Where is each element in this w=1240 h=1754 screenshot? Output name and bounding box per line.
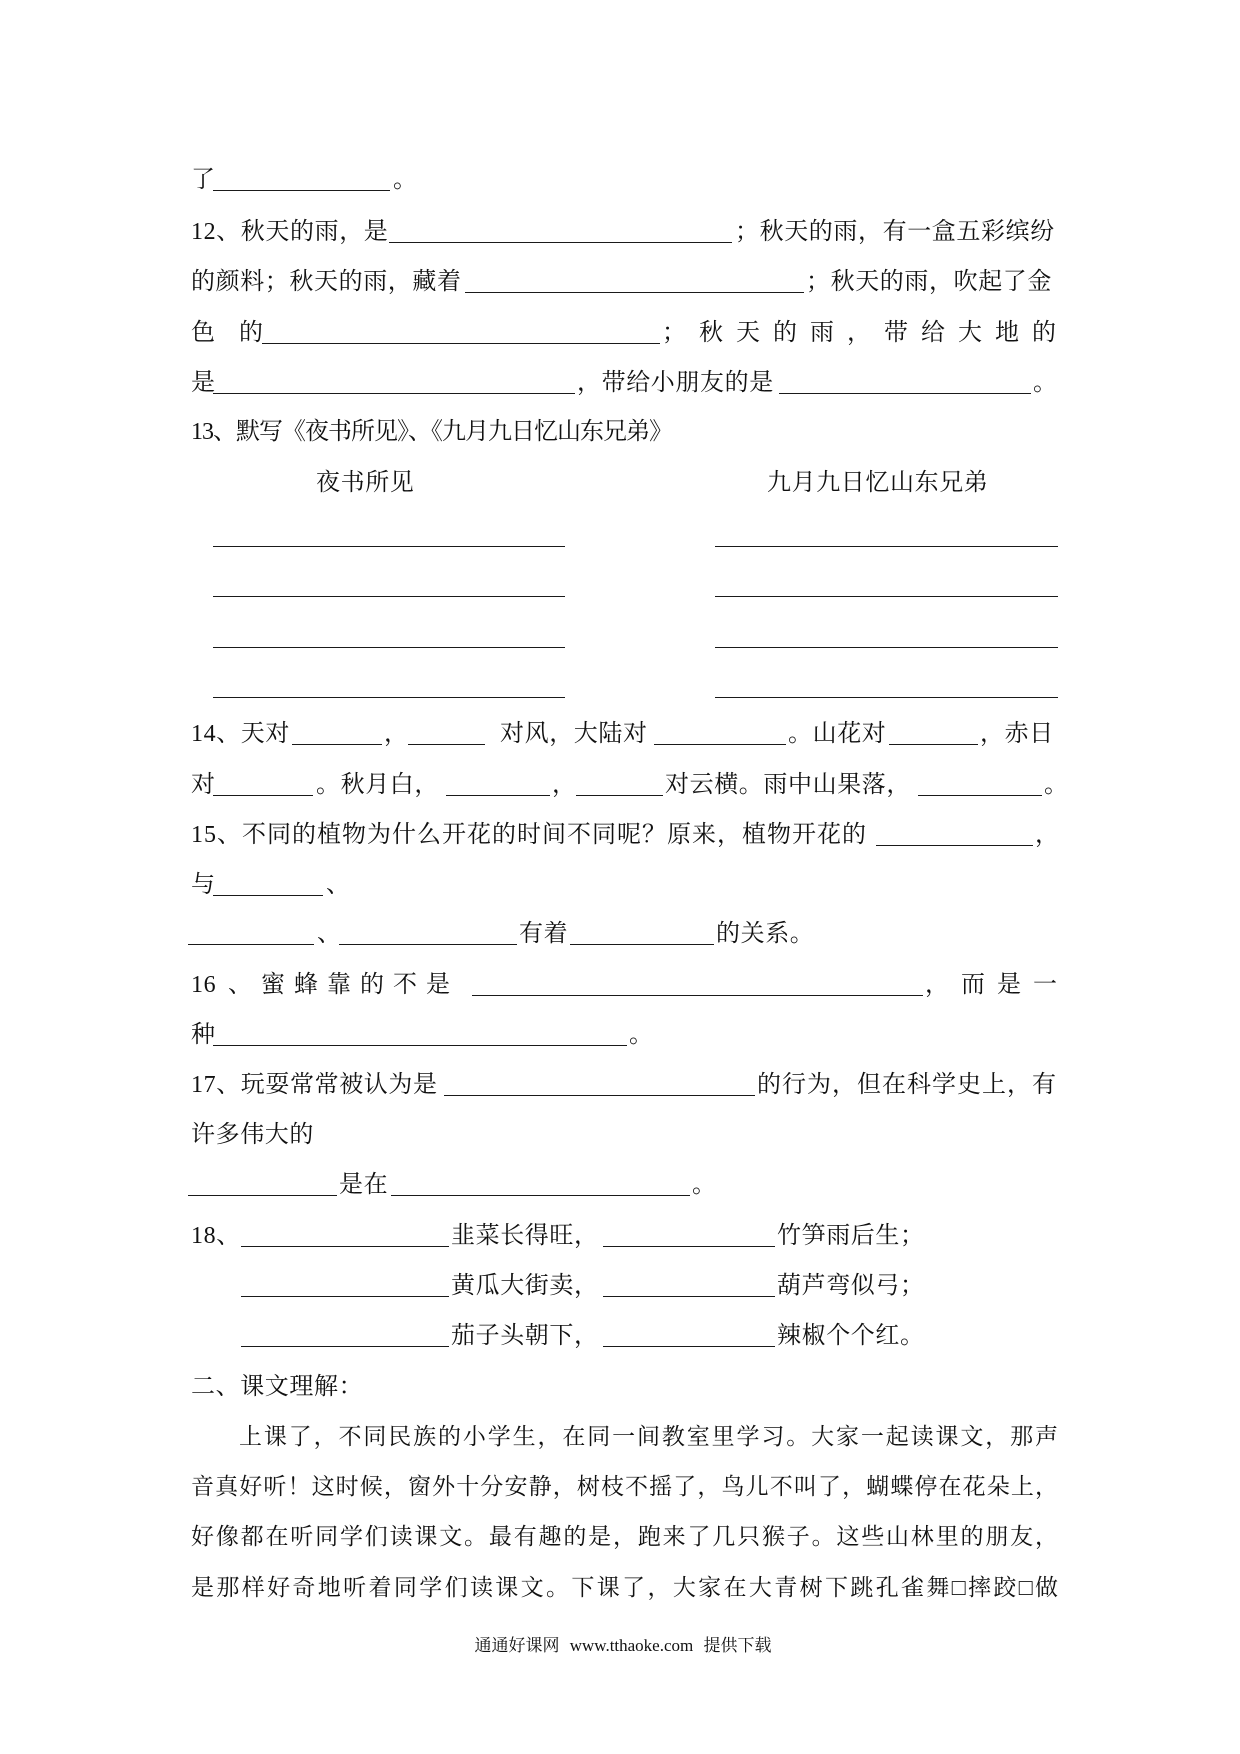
- question-12-text: ；秋天的雨，有一盒五彩缤纷: [735, 219, 1055, 245]
- question-15-text: 、: [317, 921, 342, 947]
- question-14-line-1: [0, 717, 1240, 751]
- answer-blank: [444, 1068, 755, 1096]
- poem-writing-line: [213, 546, 565, 547]
- passage-line: 音真好听！这时候，窗外十分安静，树枝不摇了，鸟儿不叫了，蝴蝶停在花朵上，: [191, 1474, 1058, 1499]
- answer-blank: [241, 1219, 449, 1247]
- answer-blank: [570, 917, 714, 945]
- question-13-line: [0, 415, 1240, 449]
- question-16-line-1: [0, 968, 1240, 1002]
- answer-blank: [918, 768, 1042, 796]
- question-17-text: 许多伟大的: [191, 1122, 314, 1148]
- question-18-row-3: [0, 1319, 1240, 1353]
- question-15-text: ，: [1035, 822, 1060, 848]
- answer-blank: [389, 215, 732, 243]
- question-17-text: 的行为，但在科学史上，有: [757, 1072, 1057, 1098]
- question-16-text: 种: [191, 1022, 216, 1048]
- question-11-end-line: [0, 163, 1240, 197]
- answer-blank: [603, 1269, 775, 1297]
- answer-blank: [339, 917, 517, 945]
- poem-writing-line: [715, 647, 1058, 648]
- answer-blank: [603, 1319, 775, 1347]
- question-16-line-2: [0, 1018, 1240, 1052]
- poem-writing-line: [715, 546, 1058, 547]
- question-17-line-3: [0, 1168, 1240, 1202]
- question-14-text: ，: [552, 772, 577, 798]
- question-12-text: ，带给小朋友的是: [577, 370, 774, 396]
- question-16-text: 、蜜蜂靠的不是: [228, 972, 459, 998]
- answer-blank: [876, 818, 1033, 846]
- question-15-text: 有着: [519, 921, 569, 947]
- answer-blank: [292, 717, 382, 745]
- answer-blank: [262, 316, 660, 344]
- question-18-text: 葫芦弯似弓；: [777, 1273, 925, 1299]
- question-18-row-1: [0, 1219, 1240, 1253]
- answer-blank: [188, 1168, 337, 1196]
- question-15-text: 与: [191, 872, 216, 898]
- question-14-text: 。: [1044, 772, 1069, 798]
- question-14-text: 对风，大陆对: [500, 721, 648, 747]
- question-12-line-4: [0, 366, 1240, 400]
- question-17-line-1: [0, 1068, 1240, 1102]
- poem-right-title: 九月九日忆山东兄弟: [767, 470, 989, 496]
- answer-blank: [889, 717, 978, 745]
- answer-blank: [213, 163, 390, 191]
- section-2-heading-line: [0, 1370, 1240, 1404]
- answer-blank: [446, 768, 550, 796]
- question-13-prompt: 13、默写《夜书所见》、《九月九日忆山东兄弟》: [191, 419, 672, 445]
- question-18-text: 竹笋雨后生；: [777, 1223, 925, 1249]
- answer-blank: [241, 1319, 449, 1347]
- poem-left-title: 夜书所见: [316, 470, 415, 496]
- question-14-line-2: [0, 768, 1240, 802]
- question-14-text: ，赤日: [980, 721, 1054, 747]
- question-14-text: 对云横。雨中山果落，: [665, 772, 911, 798]
- question-16-text: 。: [629, 1022, 654, 1048]
- question-18-row-2: [0, 1269, 1240, 1303]
- question-17-line-2: [0, 1118, 1240, 1152]
- passage-line: 好像都在听同学们读课文。最有趣的是，跑来了几只猴子。这些山林里的朋友，: [191, 1524, 1058, 1549]
- answer-blank: [779, 366, 1031, 394]
- answer-blank: [576, 768, 663, 796]
- question-12-line-2: [0, 265, 1240, 299]
- poem-writing-line: [715, 596, 1058, 597]
- question-12-text: 色的: [191, 320, 287, 346]
- question-12-line-3: [0, 316, 1240, 350]
- answer-blank: [472, 968, 923, 996]
- question-18-text: 韭菜长得旺，: [451, 1223, 599, 1249]
- question-18-text: 茄子头朝下，: [451, 1323, 599, 1349]
- question-text: 了: [191, 167, 216, 193]
- question-18-text: 黄瓜大街卖，: [451, 1273, 599, 1299]
- question-17-text: 是在: [339, 1172, 389, 1198]
- question-12-text: ；秋天的雨，吹起了金: [806, 269, 1052, 295]
- question-12-text: 12、秋天的雨，是: [191, 219, 389, 245]
- question-15-text: 、: [326, 872, 351, 898]
- question-17-text: 。: [692, 1172, 717, 1198]
- question-15-text: 15、不同的植物为什么开花的时间不同呢？原来，植物开花的: [191, 822, 867, 848]
- question-15-line-2: [0, 868, 1240, 902]
- page-footer: 通通好课网 www.tthaoke.com 提供下载: [474, 1636, 772, 1655]
- question-12-text: 是: [191, 370, 216, 396]
- answer-blank: [391, 1168, 690, 1196]
- answer-blank: [213, 868, 323, 896]
- answer-blank: [408, 717, 485, 745]
- answer-blank: [241, 1269, 449, 1297]
- question-16-number: 16: [191, 972, 217, 998]
- answer-blank: [654, 717, 786, 745]
- question-14-text: 。山花对: [788, 721, 887, 747]
- poem-writing-line: [213, 596, 565, 597]
- question-14-text: 14、天对: [191, 721, 290, 747]
- passage-line: 上课了，不同民族的小学生，在同一间教室里学习。大家一起读课文，那声: [239, 1424, 1058, 1449]
- answer-blank: [465, 265, 804, 293]
- passage-line: 是那样好奇地听着同学们读课文。下课了，大家在大青树下跳孔雀舞□摔跤□做: [191, 1575, 1058, 1600]
- question-14-text: 对: [191, 772, 216, 798]
- question-12-text: 。: [1033, 370, 1058, 396]
- answer-blank: [213, 768, 313, 796]
- question-12-text: ；秋天的雨，带给大地的: [662, 320, 1069, 346]
- question-12-line-1: [0, 215, 1240, 249]
- poem-writing-line: [213, 697, 565, 698]
- question-15-text: 的关系。: [716, 921, 815, 947]
- poem-writing-line: [715, 697, 1058, 698]
- answer-blank: [603, 1219, 775, 1247]
- question-14-text: ，: [384, 721, 409, 747]
- poem-writing-line: [213, 647, 565, 648]
- question-12-text: 的颜料；秋天的雨，藏着: [191, 269, 462, 295]
- question-18-text: 辣椒个个红。: [777, 1323, 925, 1349]
- question-text: 。: [393, 167, 418, 193]
- question-16-text: ，而是一: [925, 972, 1069, 998]
- question-18-number: 18、: [191, 1223, 241, 1249]
- poem-titles: [0, 466, 1240, 500]
- answer-blank: [213, 366, 575, 394]
- answer-blank: [213, 1018, 627, 1046]
- question-15-line-1: [0, 818, 1240, 852]
- question-17-text: 17、玩耍常常被认为是: [191, 1072, 438, 1098]
- answer-blank: [188, 917, 314, 945]
- question-15-line-3: [0, 917, 1240, 951]
- question-14-text: 。秋月白，: [316, 772, 439, 798]
- section-heading: 二、课文理解：: [191, 1374, 364, 1400]
